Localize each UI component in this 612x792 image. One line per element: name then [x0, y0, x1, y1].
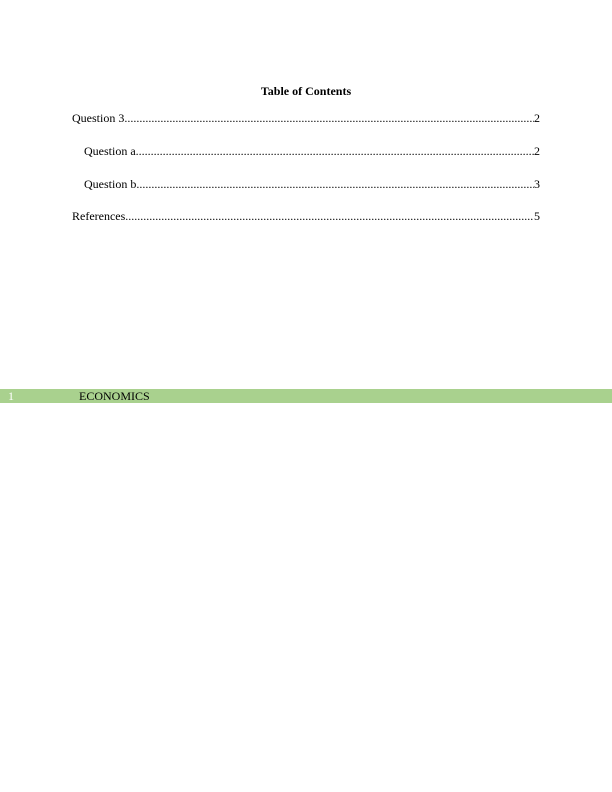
- toc-entry-page-number: 2: [534, 144, 540, 158]
- toc-entry-page-number: 2: [534, 111, 540, 125]
- toc-entry-label: Question a: [84, 144, 136, 158]
- toc-entry-page-number: 3: [534, 177, 540, 191]
- toc-entry-references[interactable]: [72, 208, 540, 224]
- toc-title: Table of Contents: [260, 84, 352, 98]
- header-page-number: 1: [8, 389, 14, 403]
- dot-leader: [136, 143, 534, 159]
- dot-leader: [124, 110, 534, 126]
- header-title: ECONOMICS: [79, 389, 150, 403]
- toc-entry-label: Question b: [84, 177, 137, 191]
- toc-entry-question-3[interactable]: [72, 110, 540, 126]
- toc-entry-page-number: 5: [534, 209, 540, 223]
- toc-entry-question-a[interactable]: [84, 143, 540, 159]
- toc-entry-label: Question 3: [72, 111, 125, 125]
- running-header: [0, 389, 612, 403]
- toc-entry-question-b[interactable]: [84, 176, 540, 192]
- dot-leader: [136, 176, 534, 192]
- dot-leader: [125, 208, 534, 224]
- toc-entry-label: References: [72, 209, 126, 223]
